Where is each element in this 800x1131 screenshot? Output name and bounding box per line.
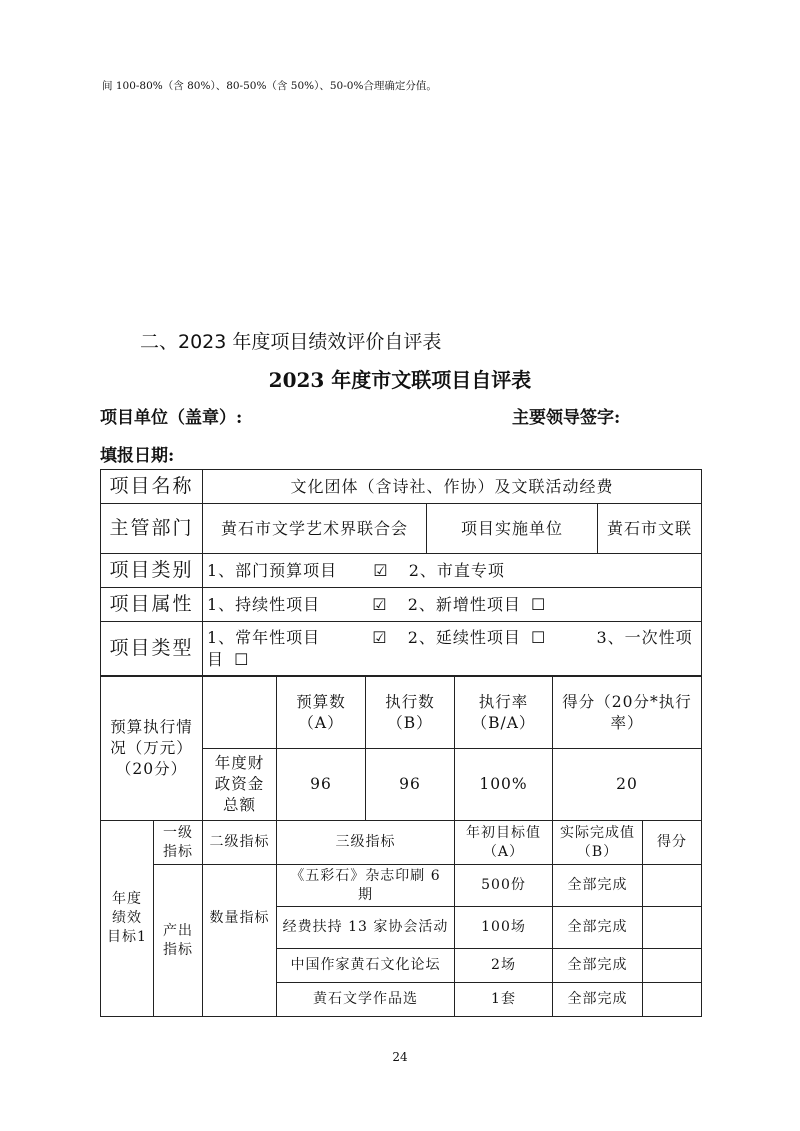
category-option-1: 1、部门预算项目: [207, 560, 338, 580]
attribute-option-2: 2、新增性项目: [407, 594, 521, 614]
type-label: 项目类型: [101, 622, 203, 676]
type-option-3: 3、一次性项目: [207, 627, 693, 669]
level2-value: 数量指标: [203, 865, 277, 1017]
top-note: 间 100-80%（含 80%）、80-50%（含 50%）、50-0%合理确定分值。: [102, 80, 437, 92]
score-cell: [643, 949, 702, 983]
target-cell: 2场: [455, 949, 553, 983]
document-title: 2023 年度市文联项目自评表: [268, 368, 532, 392]
table-row: [101, 865, 702, 907]
score-cell: [643, 865, 702, 907]
project-unit-label: 项目单位（盖章）:: [100, 408, 243, 428]
type-option-1: 1、常年性项目: [207, 627, 321, 647]
checked-box-icon: ☑: [373, 560, 389, 580]
level1-header: 一级指标: [154, 821, 203, 865]
category-options: [203, 554, 702, 588]
budget-execution-table: [100, 676, 702, 821]
project-info-table: [100, 469, 702, 676]
rate-value: 100%: [455, 749, 553, 821]
actual-cell: 全部完成: [553, 983, 643, 1017]
checked-box-icon: ☑: [372, 627, 388, 647]
indicator-cell: 经费扶持 13 家协会活动: [277, 907, 455, 949]
col-exec-header: 执行数（B）: [366, 677, 455, 749]
leader-signature-label: 主要领导签字:: [512, 408, 621, 428]
actual-cell: 全部完成: [553, 949, 643, 983]
type-options: [203, 622, 702, 676]
actual-cell: 全部完成: [553, 865, 643, 907]
attribute-options: [203, 588, 702, 622]
unchecked-box-icon: ☐: [531, 594, 547, 614]
indicator-cell: 中国作家黄石文化论坛: [277, 949, 455, 983]
annual-funds-label: 年度财政资金总额: [203, 749, 277, 821]
target-cell: 500份: [455, 865, 553, 907]
level3-header: 三级指标: [277, 821, 455, 865]
impl-unit-label: 项目实施单位: [427, 504, 598, 554]
unchecked-box-icon: ☐: [234, 649, 250, 669]
indicator-cell: 《五彩石》杂志印刷 6 期: [277, 865, 455, 907]
level1-value: 产出指标: [154, 865, 203, 1017]
exec-value: 96: [366, 749, 455, 821]
score-value: 20: [553, 749, 702, 821]
col-score-header: 得分（20分*执行率）: [553, 677, 702, 749]
checked-box-icon: ☑: [372, 594, 388, 614]
blank-cell: [203, 677, 277, 749]
section-title: 二、2023 年度项目绩效评价自评表: [140, 331, 442, 353]
unchecked-box-icon: ☐: [531, 627, 547, 647]
indicator-cell: 黄石文学作品选: [277, 983, 455, 1017]
dept-label: 主管部门: [101, 504, 203, 554]
level2-header: 二级指标: [203, 821, 277, 865]
budget-value: 96: [277, 749, 366, 821]
performance-goals-table: [100, 820, 702, 1017]
col-budget-header: 预算数（A）: [277, 677, 366, 749]
type-option-2: 2、延续性项目: [407, 627, 521, 647]
dept-value: 黄石市文学艺术界联合会: [203, 504, 427, 554]
score-cell: [643, 983, 702, 1017]
actual-cell: 全部完成: [553, 907, 643, 949]
goal-section-label: 年度绩效目标1: [101, 821, 154, 1017]
col-rate-header: 执行率（B/A）: [455, 677, 553, 749]
fill-date-label: 填报日期:: [100, 446, 175, 466]
target-header: 年初目标值（A）: [455, 821, 553, 865]
target-cell: 100场: [455, 907, 553, 949]
score-header: 得分: [643, 821, 702, 865]
page-number: 24: [392, 1050, 408, 1064]
actual-header: 实际完成值（B）: [553, 821, 643, 865]
project-name-label: 项目名称: [101, 470, 203, 504]
attribute-option-1: 1、持续性项目: [207, 594, 321, 614]
project-name-value: 文化团体（含诗社、作协）及文联活动经费: [203, 470, 702, 504]
category-option-2: 2、市直专项: [408, 560, 505, 580]
score-cell: [643, 907, 702, 949]
budget-section-label: 预算执行情况（万元）（20分）: [101, 677, 203, 821]
target-cell: 1套: [455, 983, 553, 1017]
category-label: 项目类别: [101, 554, 203, 588]
impl-unit-value: 黄石市文联: [598, 504, 702, 554]
attribute-label: 项目属性: [101, 588, 203, 622]
